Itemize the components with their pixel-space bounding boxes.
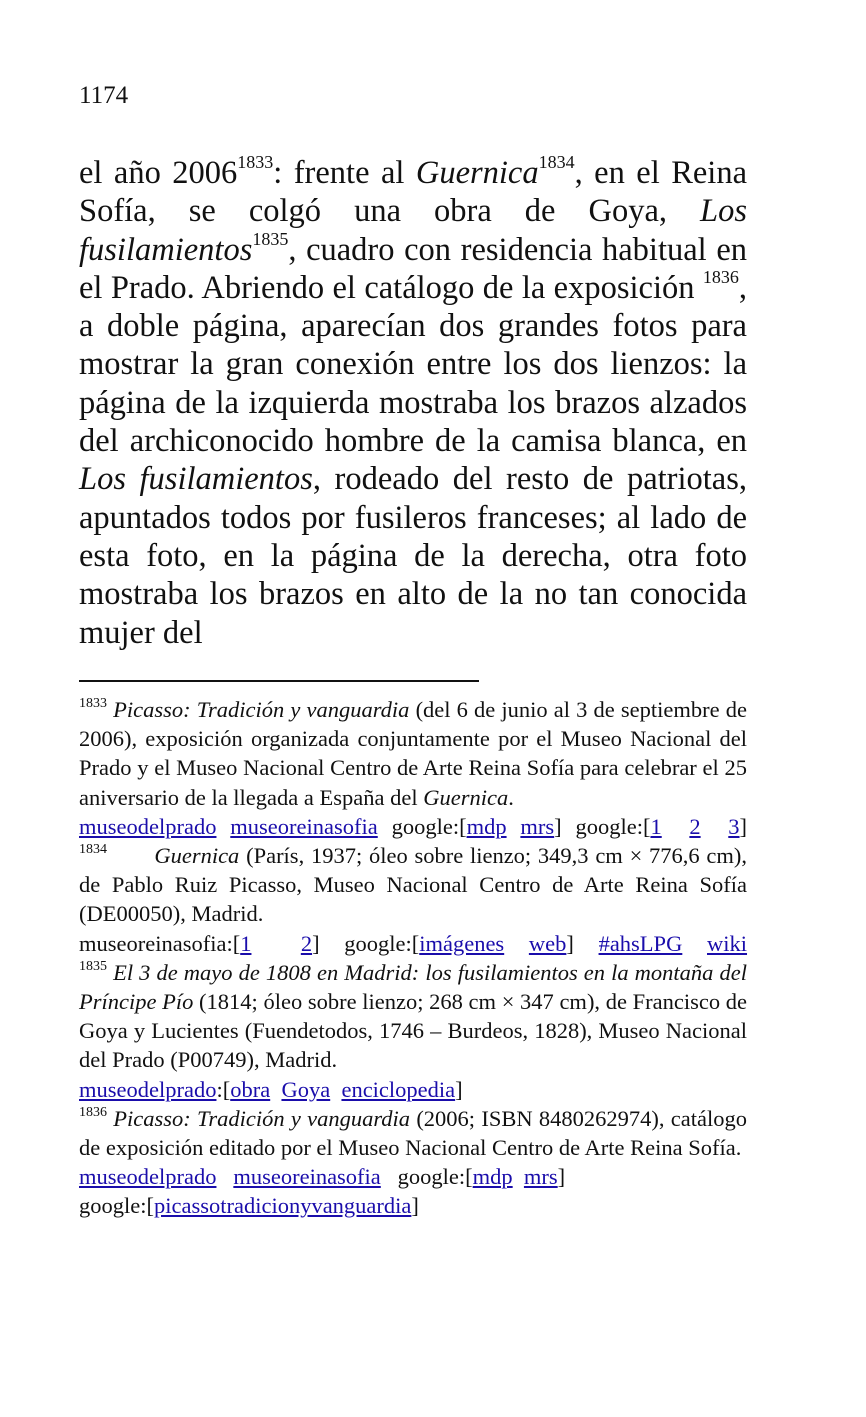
link-museodelprado[interactable]: museodelprado <box>79 813 217 839</box>
link-mrs[interactable]: mrs <box>520 813 555 839</box>
footnote-ref: 1836 <box>702 266 739 287</box>
artwork-title: Guernica <box>415 155 539 191</box>
artwork-title: Los fusilamientos <box>79 193 747 268</box>
link-close: ] <box>739 813 748 839</box>
body-text: , en el Reina Sofía, se colgó una obra de Goya, <box>79 155 747 230</box>
link-close: ] <box>455 1076 463 1102</box>
artwork-title: Los fusilamientos <box>79 461 313 498</box>
link-goya[interactable]: Goya <box>281 1076 331 1102</box>
footnote-links <box>79 1162 747 1191</box>
link-prefix: museoreinasofia:[ <box>79 930 241 956</box>
link-wiki[interactable]: wiki <box>707 930 748 956</box>
footnote-links <box>79 1075 747 1104</box>
link-prefix: :[ <box>216 1076 231 1102</box>
footnote-1834 <box>79 841 747 929</box>
footnote-1835 <box>79 958 747 1075</box>
footnote-title: Picasso: Tradición y vanguardia <box>113 697 410 722</box>
link-prefix: google:[ <box>397 1164 473 1190</box>
link-prefix: google:[ <box>79 1193 154 1219</box>
footnote-text: (2006; ISBN 8480262974), catálogo de exposición editado por el Museo Nacional Centro de Arte Reina Sofía. <box>79 1105 747 1161</box>
footnote-links <box>79 1191 747 1220</box>
footnote-title: Guernica <box>154 843 240 869</box>
body-text: , cuadro con residencia habitual en el Prado. Abriendo el catálogo de la exposición <box>79 231 747 306</box>
footnote-text: . <box>508 784 514 810</box>
link-prefix: ] google:[ <box>554 813 651 839</box>
footnote-ref: 1835 <box>252 228 289 249</box>
link-enciclopedia[interactable]: enciclopedia <box>341 1076 456 1102</box>
footnote-links <box>79 812 747 841</box>
footnote-number: 1833 <box>79 696 107 711</box>
link-museodelprado[interactable]: museodelprado <box>79 1076 217 1102</box>
footnote-title: El 3 de mayo de 1808 en Madrid: los fusilamientos en la montaña del Príncipe Pío <box>79 959 747 1015</box>
body-text: el año 2006 <box>79 155 238 191</box>
link-reinasofia-2[interactable]: 2 <box>300 930 313 956</box>
link-prefix: google:[ <box>391 813 467 839</box>
footnote-number: 1834 <box>79 842 107 858</box>
link-reinasofia-1[interactable]: 1 <box>240 930 252 956</box>
link-google-1[interactable]: 1 <box>650 813 662 839</box>
footnote-title: Picasso: Tradición y vanguardia <box>113 1105 411 1131</box>
page-number: 1174 <box>79 82 129 109</box>
link-museoreinasofia[interactable]: museoreinasofia <box>230 813 378 839</box>
footnote-text: (París, 1937; óleo sobre lienzo; 349,3 cm × 776,6 cm), de Pablo Ruiz Picasso, Museo Nacional Centro de Arte Reina Sofía (DE00050), Madrid. <box>79 843 748 927</box>
link-mdp[interactable]: mdp <box>466 813 507 839</box>
link-close: ] <box>557 1164 566 1190</box>
footnote-ref: 1833 <box>237 152 274 172</box>
link-museoreinasofia[interactable]: museoreinasofia <box>233 1164 381 1190</box>
footnote-1833 <box>79 695 747 812</box>
link-imagenes[interactable]: imágenes <box>419 930 505 956</box>
link-hashtag[interactable]: #ahsLPG <box>598 930 683 956</box>
footnote-number: 1835 <box>79 958 107 974</box>
link-google-3[interactable]: 3 <box>728 813 740 839</box>
footnotes <box>79 695 747 1221</box>
footnote-number: 1836 <box>79 1104 107 1120</box>
link-prefix: ] google:[ <box>312 930 420 956</box>
link-mrs[interactable]: mrs <box>523 1164 558 1190</box>
footnote-ref: 1834 <box>538 152 575 172</box>
body-text: , rodeado del resto de patriotas, apuntados todos por fusileros franceses; al lado de esta foto, en la página de la derecha, otra foto mostraba los brazos en alto de la no tan conocida mujer del <box>79 461 748 651</box>
body-text: : frente al <box>273 155 416 191</box>
link-museodelprado[interactable]: museodelprado <box>79 1164 217 1190</box>
footnote-text: (del 6 de junio al 3 de septiembre de 2006), exposición organizada conjuntamente por el Museo Nacional del Prado y el Museo Nacional Centro de Arte Reina Sofía para celebrar el 25 aniversario de la llegada a España del <box>79 697 747 810</box>
link-web[interactable]: web <box>528 930 567 956</box>
footnote-text: (1814; óleo sobre lienzo; 268 cm × 347 cm), de Francisco de Goya y Lucientes (Fuendetodos, 1746 – Burdeos, 1828), Museo Nacional del Prado (P00749), Madrid. <box>79 989 747 1073</box>
link-google-2[interactable]: 2 <box>689 813 701 839</box>
footnote-title: Guernica <box>423 784 509 810</box>
footnote-1836 <box>79 1104 747 1162</box>
link-close: ] <box>566 930 574 956</box>
link-close: ] <box>411 1193 419 1219</box>
footnote-separator <box>79 680 479 682</box>
link-mdp[interactable]: mdp <box>472 1164 513 1190</box>
link-obra[interactable]: obra <box>230 1076 271 1102</box>
body-paragraph <box>79 154 747 652</box>
body-text: , a doble página, aparecían dos grandes fotos para mostrar la gran conexión entre los dos lienzos: la página de la izquierda mostraba los brazos alzados del archiconocido hombre de la camisa blanca, en <box>79 269 748 460</box>
link-picassotradicionyvanguardia[interactable]: picassotradicionyvanguardia <box>153 1193 412 1219</box>
footnote-links <box>79 929 747 958</box>
